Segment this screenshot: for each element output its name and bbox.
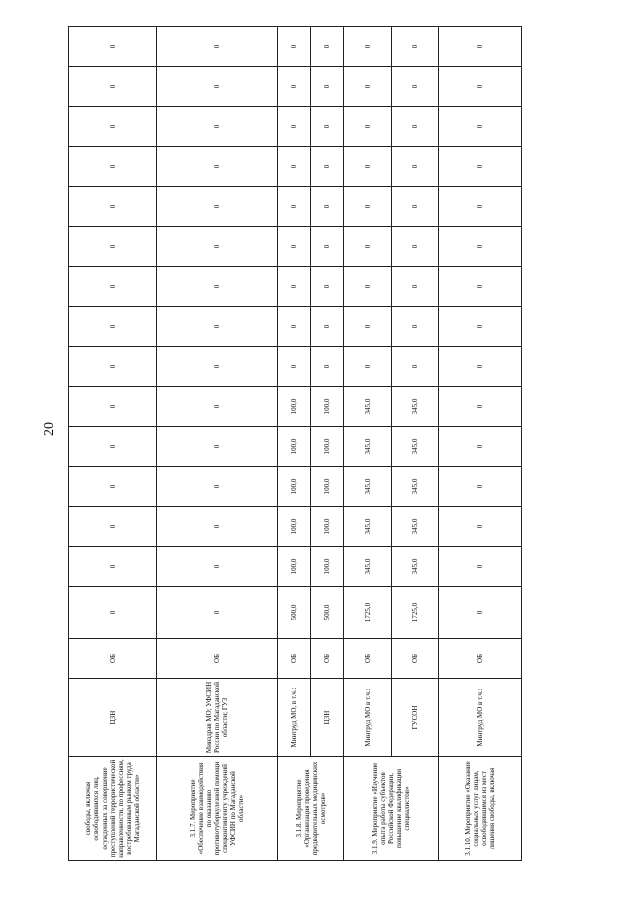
value-cell: 0 bbox=[439, 187, 522, 227]
activity-name: 3.1.10. Мероприятие «Оказание социальных услуг лицам, освободившимся из мест лишения свободы, включая bbox=[439, 757, 522, 861]
value-cell: 345,0 bbox=[344, 387, 392, 427]
value-cell: 100,0 bbox=[310, 387, 344, 427]
value-cell: 0 bbox=[439, 267, 522, 307]
activity-name: 3.1.9. Мероприятие «Изучение опыта работы субъектов Российской Федерации, повышение квалификации специалистов» bbox=[344, 757, 439, 861]
value-cell: 0 bbox=[310, 107, 344, 147]
value-cell: 0 bbox=[157, 387, 278, 427]
value-cell: 0 bbox=[439, 67, 522, 107]
value-cell: 0 bbox=[439, 347, 522, 387]
value-cell: 0 bbox=[344, 147, 392, 187]
value-cell: 0 bbox=[344, 307, 392, 347]
value-cell: 0 bbox=[157, 427, 278, 467]
value-cell: 0 bbox=[69, 27, 157, 67]
value-cell: 0 bbox=[439, 107, 522, 147]
value-cell: 0 bbox=[69, 467, 157, 507]
value-cell: 0 bbox=[157, 67, 278, 107]
value-cell: 345,0 bbox=[392, 547, 439, 587]
value-total: 0 bbox=[69, 587, 157, 639]
value-cell: 0 bbox=[69, 307, 157, 347]
executor: ЦЗН bbox=[69, 679, 157, 757]
funding-source: ОБ bbox=[157, 639, 278, 679]
value-cell: 0 bbox=[278, 67, 311, 107]
value-total: 1725,0 bbox=[392, 587, 439, 639]
value-cell: 0 bbox=[439, 427, 522, 467]
value-cell: 100,0 bbox=[278, 427, 311, 467]
value-cell: 0 bbox=[157, 267, 278, 307]
value-cell: 100,0 bbox=[310, 427, 344, 467]
value-cell: 0 bbox=[392, 307, 439, 347]
value-cell: 0 bbox=[310, 307, 344, 347]
value-cell: 0 bbox=[439, 507, 522, 547]
value-cell: 0 bbox=[157, 347, 278, 387]
value-cell: 100,0 bbox=[278, 387, 311, 427]
value-cell: 0 bbox=[157, 147, 278, 187]
table-row bbox=[392, 0, 439, 861]
activity-name: свободы, включая освободившихся лиц, осужденных за совершение преступлений террористической направленности, по профессиям, востребованным рынком труда Магаданской области» bbox=[69, 757, 157, 861]
value-cell: 100,0 bbox=[278, 467, 311, 507]
value-cell: 0 bbox=[69, 507, 157, 547]
value-cell: 0 bbox=[69, 387, 157, 427]
value-cell: 0 bbox=[439, 467, 522, 507]
value-cell: 0 bbox=[157, 547, 278, 587]
page-number: 20 bbox=[42, 422, 57, 436]
value-cell: 0 bbox=[157, 507, 278, 547]
value-cell: 0 bbox=[439, 227, 522, 267]
value-cell: 0 bbox=[278, 187, 311, 227]
funding-source: ОБ bbox=[278, 639, 311, 679]
value-cell: 0 bbox=[157, 227, 278, 267]
value-cell: 0 bbox=[69, 107, 157, 147]
value-cell: 0 bbox=[439, 27, 522, 67]
value-cell: 0 bbox=[344, 227, 392, 267]
funding-source: ОБ bbox=[439, 639, 522, 679]
executor: ГУСОН bbox=[392, 679, 439, 757]
value-cell: 0 bbox=[69, 347, 157, 387]
value-cell: 0 bbox=[392, 67, 439, 107]
value-cell: 0 bbox=[69, 267, 157, 307]
value-cell: 345,0 bbox=[344, 507, 392, 547]
value-cell: 0 bbox=[69, 427, 157, 467]
value-cell: 0 bbox=[392, 267, 439, 307]
value-cell: 0 bbox=[344, 107, 392, 147]
table-row bbox=[344, 0, 392, 861]
value-total: 1725,0 bbox=[344, 587, 392, 639]
table-row bbox=[69, 0, 157, 861]
value-cell: 0 bbox=[344, 267, 392, 307]
funding-source: ОБ bbox=[392, 639, 439, 679]
table-row bbox=[278, 0, 311, 861]
value-cell: 0 bbox=[69, 547, 157, 587]
executor: Минздрав МО; УФСИН России по Магаданской области; ГУЗ bbox=[157, 679, 278, 757]
value-cell: 0 bbox=[392, 147, 439, 187]
value-cell: 0 bbox=[69, 67, 157, 107]
executor: Минтруд МО в т.ч.: bbox=[439, 679, 522, 757]
value-cell: 0 bbox=[392, 227, 439, 267]
funding-source: ОБ bbox=[344, 639, 392, 679]
value-cell: 0 bbox=[439, 147, 522, 187]
value-cell: 0 bbox=[157, 187, 278, 227]
activity-name: 3.1.8. Мероприятие «Организация проведения предварительных медицинских осмотров» bbox=[278, 757, 344, 861]
value-cell: 345,0 bbox=[344, 467, 392, 507]
value-cell: 0 bbox=[278, 107, 311, 147]
value-cell: 345,0 bbox=[392, 507, 439, 547]
value-cell: 0 bbox=[278, 147, 311, 187]
value-cell: 345,0 bbox=[392, 427, 439, 467]
budget-table-rotated bbox=[68, 19, 522, 861]
value-cell: 0 bbox=[392, 107, 439, 147]
executor: ЦЗН bbox=[310, 679, 344, 757]
value-cell: 0 bbox=[439, 387, 522, 427]
value-cell: 0 bbox=[310, 67, 344, 107]
funding-source: ОБ bbox=[69, 639, 157, 679]
value-total: 0 bbox=[439, 587, 522, 639]
value-cell: 0 bbox=[157, 107, 278, 147]
value-cell: 0 bbox=[278, 347, 311, 387]
value-cell: 100,0 bbox=[278, 547, 311, 587]
value-cell: 0 bbox=[157, 307, 278, 347]
value-cell: 0 bbox=[439, 547, 522, 587]
value-cell: 100,0 bbox=[278, 507, 311, 547]
value-cell: 345,0 bbox=[344, 547, 392, 587]
value-cell: 100,0 bbox=[310, 467, 344, 507]
executor: Минтруд МО, в т.ч.: bbox=[278, 679, 311, 757]
value-cell: 0 bbox=[344, 187, 392, 227]
value-total: 500,0 bbox=[310, 587, 344, 639]
value-cell: 0 bbox=[392, 347, 439, 387]
value-cell: 345,0 bbox=[392, 467, 439, 507]
value-cell: 0 bbox=[69, 227, 157, 267]
value-cell: 100,0 bbox=[310, 507, 344, 547]
value-cell: 0 bbox=[310, 27, 344, 67]
table-row bbox=[310, 0, 344, 861]
value-cell: 0 bbox=[310, 347, 344, 387]
value-cell: 100,0 bbox=[310, 547, 344, 587]
value-total: 0 bbox=[157, 587, 278, 639]
value-cell: 0 bbox=[69, 147, 157, 187]
funding-source: ОБ bbox=[310, 639, 344, 679]
value-cell: 0 bbox=[278, 307, 311, 347]
value-cell: 0 bbox=[439, 307, 522, 347]
value-cell: 0 bbox=[310, 147, 344, 187]
table-row bbox=[157, 0, 278, 861]
value-cell: 0 bbox=[344, 347, 392, 387]
executor: Минтруд МО в т.ч.: bbox=[344, 679, 392, 757]
value-cell: 0 bbox=[392, 27, 439, 67]
value-cell: 0 bbox=[278, 267, 311, 307]
value-cell: 0 bbox=[392, 187, 439, 227]
table-row bbox=[439, 0, 522, 861]
value-total: 500,0 bbox=[278, 587, 311, 639]
value-cell: 0 bbox=[344, 67, 392, 107]
value-cell: 345,0 bbox=[392, 387, 439, 427]
value-cell: 0 bbox=[157, 467, 278, 507]
value-cell: 0 bbox=[310, 267, 344, 307]
value-cell: 0 bbox=[278, 227, 311, 267]
activity-name: 3.1.7. Мероприятие «Обеспечение взаимодействия по оказанию противотуберкулезной помощи спецконтингенту учреждений УФСИН по Магаданской области» bbox=[157, 757, 278, 861]
value-cell: 345,0 bbox=[344, 427, 392, 467]
value-cell: 0 bbox=[157, 27, 278, 67]
budget-table bbox=[68, 0, 522, 861]
value-cell: 0 bbox=[310, 227, 344, 267]
value-cell: 0 bbox=[69, 187, 157, 227]
value-cell: 0 bbox=[310, 187, 344, 227]
value-cell: 0 bbox=[278, 27, 311, 67]
value-cell: 0 bbox=[344, 27, 392, 67]
